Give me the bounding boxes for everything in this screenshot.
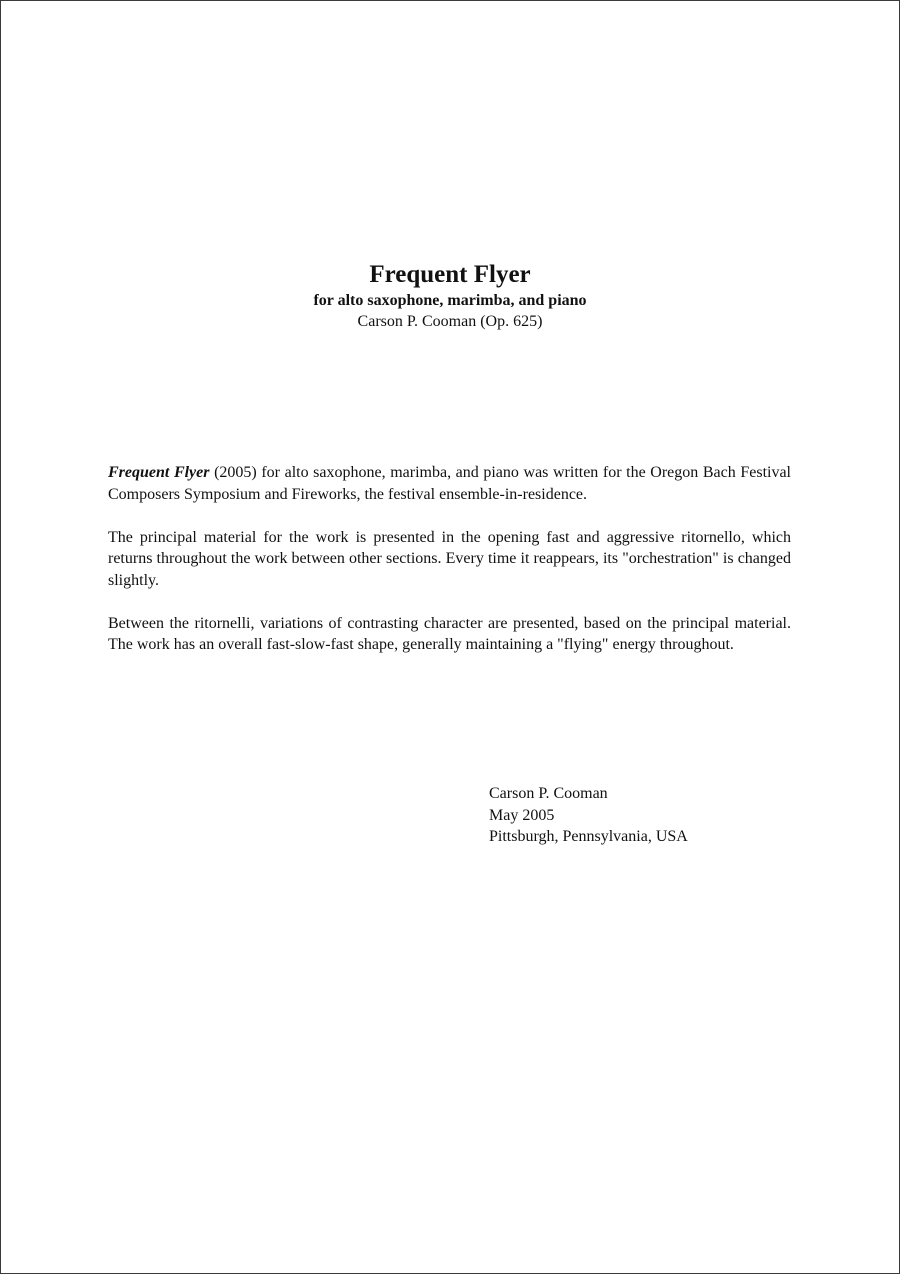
signature-block: [489, 783, 688, 848]
page-title: Frequent Flyer: [369, 261, 531, 288]
work-title-emphasis: Frequent Flyer: [108, 464, 210, 481]
instrumentation-subtitle: for alto saxophone, marimba, and piano: [313, 292, 587, 309]
signature-place: Pittsburgh, Pennsylvania, USA: [489, 828, 688, 845]
composer-opus-line: Carson P. Cooman (Op. 625): [357, 313, 543, 330]
notes-paragraph-1: [108, 462, 791, 505]
notes-paragraph-2: The principal material for the work is presented in the opening fast and aggressive ritornello, which returns throughout the work between other sections. Every time it reappears, its "orchestration" is changed slightly.: [108, 528, 791, 589]
program-notes: [108, 462, 791, 677]
notes-paragraph-3: Between the ritornelli, variations of contrasting character are presented, based on the principal material. The work has an overall fast-slow-fast shape, generally maintaining a "flying" energy throughout.: [108, 614, 791, 653]
signature-name: Carson P. Cooman: [489, 785, 608, 802]
title-block: [0, 259, 900, 333]
notes-paragraph-1-text: (2005) for alto saxophone, marimba, and piano was written for the Oregon Bach Festival Composers Symposium and Fireworks, the festival ensemble-in-residence.: [108, 464, 792, 503]
signature-date: May 2005: [489, 806, 555, 824]
